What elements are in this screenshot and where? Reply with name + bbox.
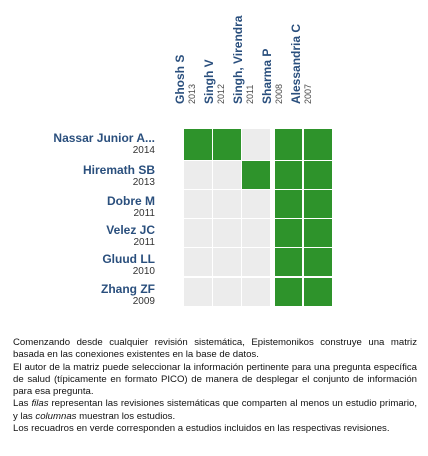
column-header[interactable]: [260, 0, 285, 104]
row-review-year: 2010: [132, 266, 155, 277]
matrix-cell-included[interactable]: [275, 278, 302, 306]
caption-paragraph: [13, 398, 417, 423]
matrix-cell-empty[interactable]: [213, 278, 241, 306]
matrix-cell-included[interactable]: [184, 129, 212, 160]
column-header[interactable]: [289, 0, 314, 104]
matrix-cell-empty[interactable]: [184, 161, 212, 189]
matrix-cell-included[interactable]: [304, 248, 332, 276]
matrix-cell-included[interactable]: [304, 219, 332, 247]
matrix-cell-included[interactable]: [275, 129, 302, 160]
caption-text: muestran los estudios.: [76, 410, 176, 422]
matrix-cell-empty[interactable]: [242, 219, 270, 247]
row-header[interactable]: [0, 131, 155, 157]
matrix-cell-empty[interactable]: [213, 161, 241, 189]
column-study-year: 2007: [303, 83, 313, 104]
matrix-cell-included[interactable]: [213, 129, 241, 160]
matrix-cell-empty[interactable]: [184, 278, 212, 306]
row-review-year: 2014: [132, 145, 155, 156]
column-header[interactable]: [231, 0, 256, 104]
row-header[interactable]: [0, 223, 155, 249]
column-study-name: Singh, Virendra: [231, 15, 245, 104]
matrix-cell-included[interactable]: [304, 190, 332, 218]
row-header[interactable]: [0, 282, 155, 308]
caption-paragraph: El autor de la matriz puede seleccionar la información pertinente para una pregunta específica de salud (típicamente en formato PICO) de manera de desplegar el conjunto de información para esa pregunta.: [13, 361, 417, 398]
column-study-name: Alessandria C: [289, 23, 303, 104]
row-review-name: Dobre M: [107, 194, 155, 208]
matrix-cell-empty[interactable]: [184, 248, 212, 276]
row-review-year: 2011: [133, 237, 155, 248]
row-review-year: 2013: [132, 177, 155, 188]
matrix-cell-included[interactable]: [304, 129, 332, 160]
matrix-cell-empty[interactable]: [242, 129, 270, 160]
caption-emphasis-columns: columnas: [35, 410, 77, 422]
row-review-name: Velez JC: [106, 223, 155, 237]
matrix-cell-included[interactable]: [304, 278, 332, 306]
row-review-year: 2011: [133, 208, 155, 219]
row-review-name: Nassar Junior A...: [53, 131, 155, 145]
row-review-year: 2009: [132, 296, 155, 307]
column-study-year: 2013: [187, 83, 197, 104]
row-header[interactable]: [0, 194, 155, 220]
matrix-cell-empty[interactable]: [184, 190, 212, 218]
column-study-year: 2011: [245, 84, 255, 104]
matrix-cell-empty[interactable]: [184, 219, 212, 247]
caption-text: Las: [13, 398, 32, 410]
caption-text: representan las revisiones sistemáticas que comparten al menos un estudio primario, y las: [13, 398, 417, 422]
column-study-name: Sharma P: [260, 48, 274, 104]
row-review-name: Zhang ZF: [101, 282, 155, 296]
matrix-cell-empty[interactable]: [242, 190, 270, 218]
column-study-year: 2012: [216, 83, 226, 104]
row-header[interactable]: [0, 163, 155, 189]
matrix-caption: [13, 337, 417, 435]
caption-paragraph: Los recuadros en verde corresponden a estudios incluidos en las respectivas revisiones.: [13, 423, 390, 435]
row-header[interactable]: [0, 252, 155, 278]
column-header[interactable]: [173, 0, 198, 104]
matrix-cell-included[interactable]: [275, 161, 302, 189]
matrix-cell-included[interactable]: [304, 161, 332, 189]
matrix-cell-included[interactable]: [275, 248, 302, 276]
row-review-name: Hiremath SB: [82, 163, 155, 177]
matrix-cell-empty[interactable]: [213, 248, 241, 276]
matrix-cell-empty[interactable]: [213, 190, 241, 218]
caption-emphasis-rows: filas: [31, 398, 49, 410]
column-study-year: 2008: [274, 83, 284, 104]
matrix-cell-empty[interactable]: [213, 219, 241, 247]
matrix-cell-included[interactable]: [242, 161, 270, 189]
matrix-cell-empty[interactable]: [242, 278, 270, 306]
caption-paragraph: Comenzando desde cualquier revisión sistemática, Epistemonikos construye una matriz basada en las conexiones existentes en la base de datos.: [13, 337, 417, 361]
matrix-cell-included[interactable]: [275, 219, 302, 247]
column-study-name: Ghosh S: [173, 54, 187, 104]
column-study-name: Singh V: [202, 59, 216, 104]
matrix-cell-included[interactable]: [275, 190, 302, 218]
matrix-cell-empty[interactable]: [242, 248, 270, 276]
row-review-name: Gluud LL: [102, 252, 155, 266]
column-header[interactable]: [202, 0, 227, 104]
